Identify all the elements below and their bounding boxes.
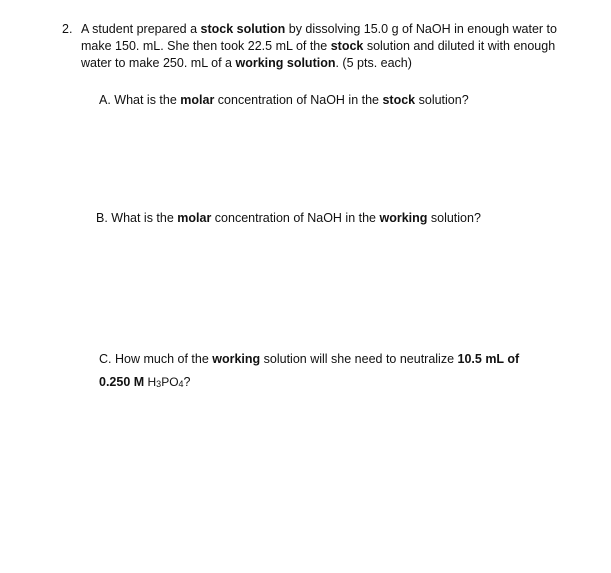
working-term: working xyxy=(212,352,261,366)
stock-term: stock xyxy=(382,93,416,107)
working-term: working xyxy=(379,211,428,225)
question-2 xyxy=(62,21,582,72)
phosphoric-acid-formula xyxy=(144,375,183,389)
volume-value: 10.5 mL of xyxy=(457,352,520,366)
question-intro-text: A student prepared a xyxy=(81,22,201,36)
part-a-mid: concentration of NaOH in the xyxy=(214,93,383,107)
concentration-value: 0.250 M xyxy=(99,375,145,389)
question-intro-text: solution and diluted it with enough water to make 250. mL of a xyxy=(81,39,556,70)
part-b-question xyxy=(96,210,586,227)
part-b-mid: concentration of NaOH in the xyxy=(211,211,380,225)
question-number: 2. xyxy=(62,22,73,36)
formula-po: PO xyxy=(161,375,179,389)
part-c-mid: solution will she need to neutralize xyxy=(260,352,458,366)
question-intro-text: by dissolving 15.0 g of NaOH in enough water to make 150. mL. She then took 22.5 mL of the xyxy=(81,22,557,53)
part-a-suffix: solution? xyxy=(415,93,469,107)
part-a-prefix: A. What is the xyxy=(99,93,181,107)
molar-term: molar xyxy=(180,93,215,107)
stock-term: stock xyxy=(330,39,364,53)
part-b-suffix: solution? xyxy=(427,211,481,225)
working-solution-term: working solution xyxy=(235,56,336,70)
formula-h-subscript: 3 xyxy=(156,379,162,389)
part-a-question xyxy=(99,92,579,109)
part-b-prefix: B. What is the xyxy=(96,211,178,225)
points-note: . (5 pts. each) xyxy=(335,56,412,70)
stock-solution-term: stock solution xyxy=(200,22,286,36)
question-2-text xyxy=(81,21,582,72)
formula-h: H xyxy=(144,375,157,389)
part-c-question xyxy=(99,348,569,396)
part-c-suffix: ? xyxy=(183,375,191,389)
molar-term: molar xyxy=(177,211,212,225)
part-c-prefix: C. How much of the xyxy=(99,352,213,366)
formula-o-subscript: 4 xyxy=(178,379,184,389)
